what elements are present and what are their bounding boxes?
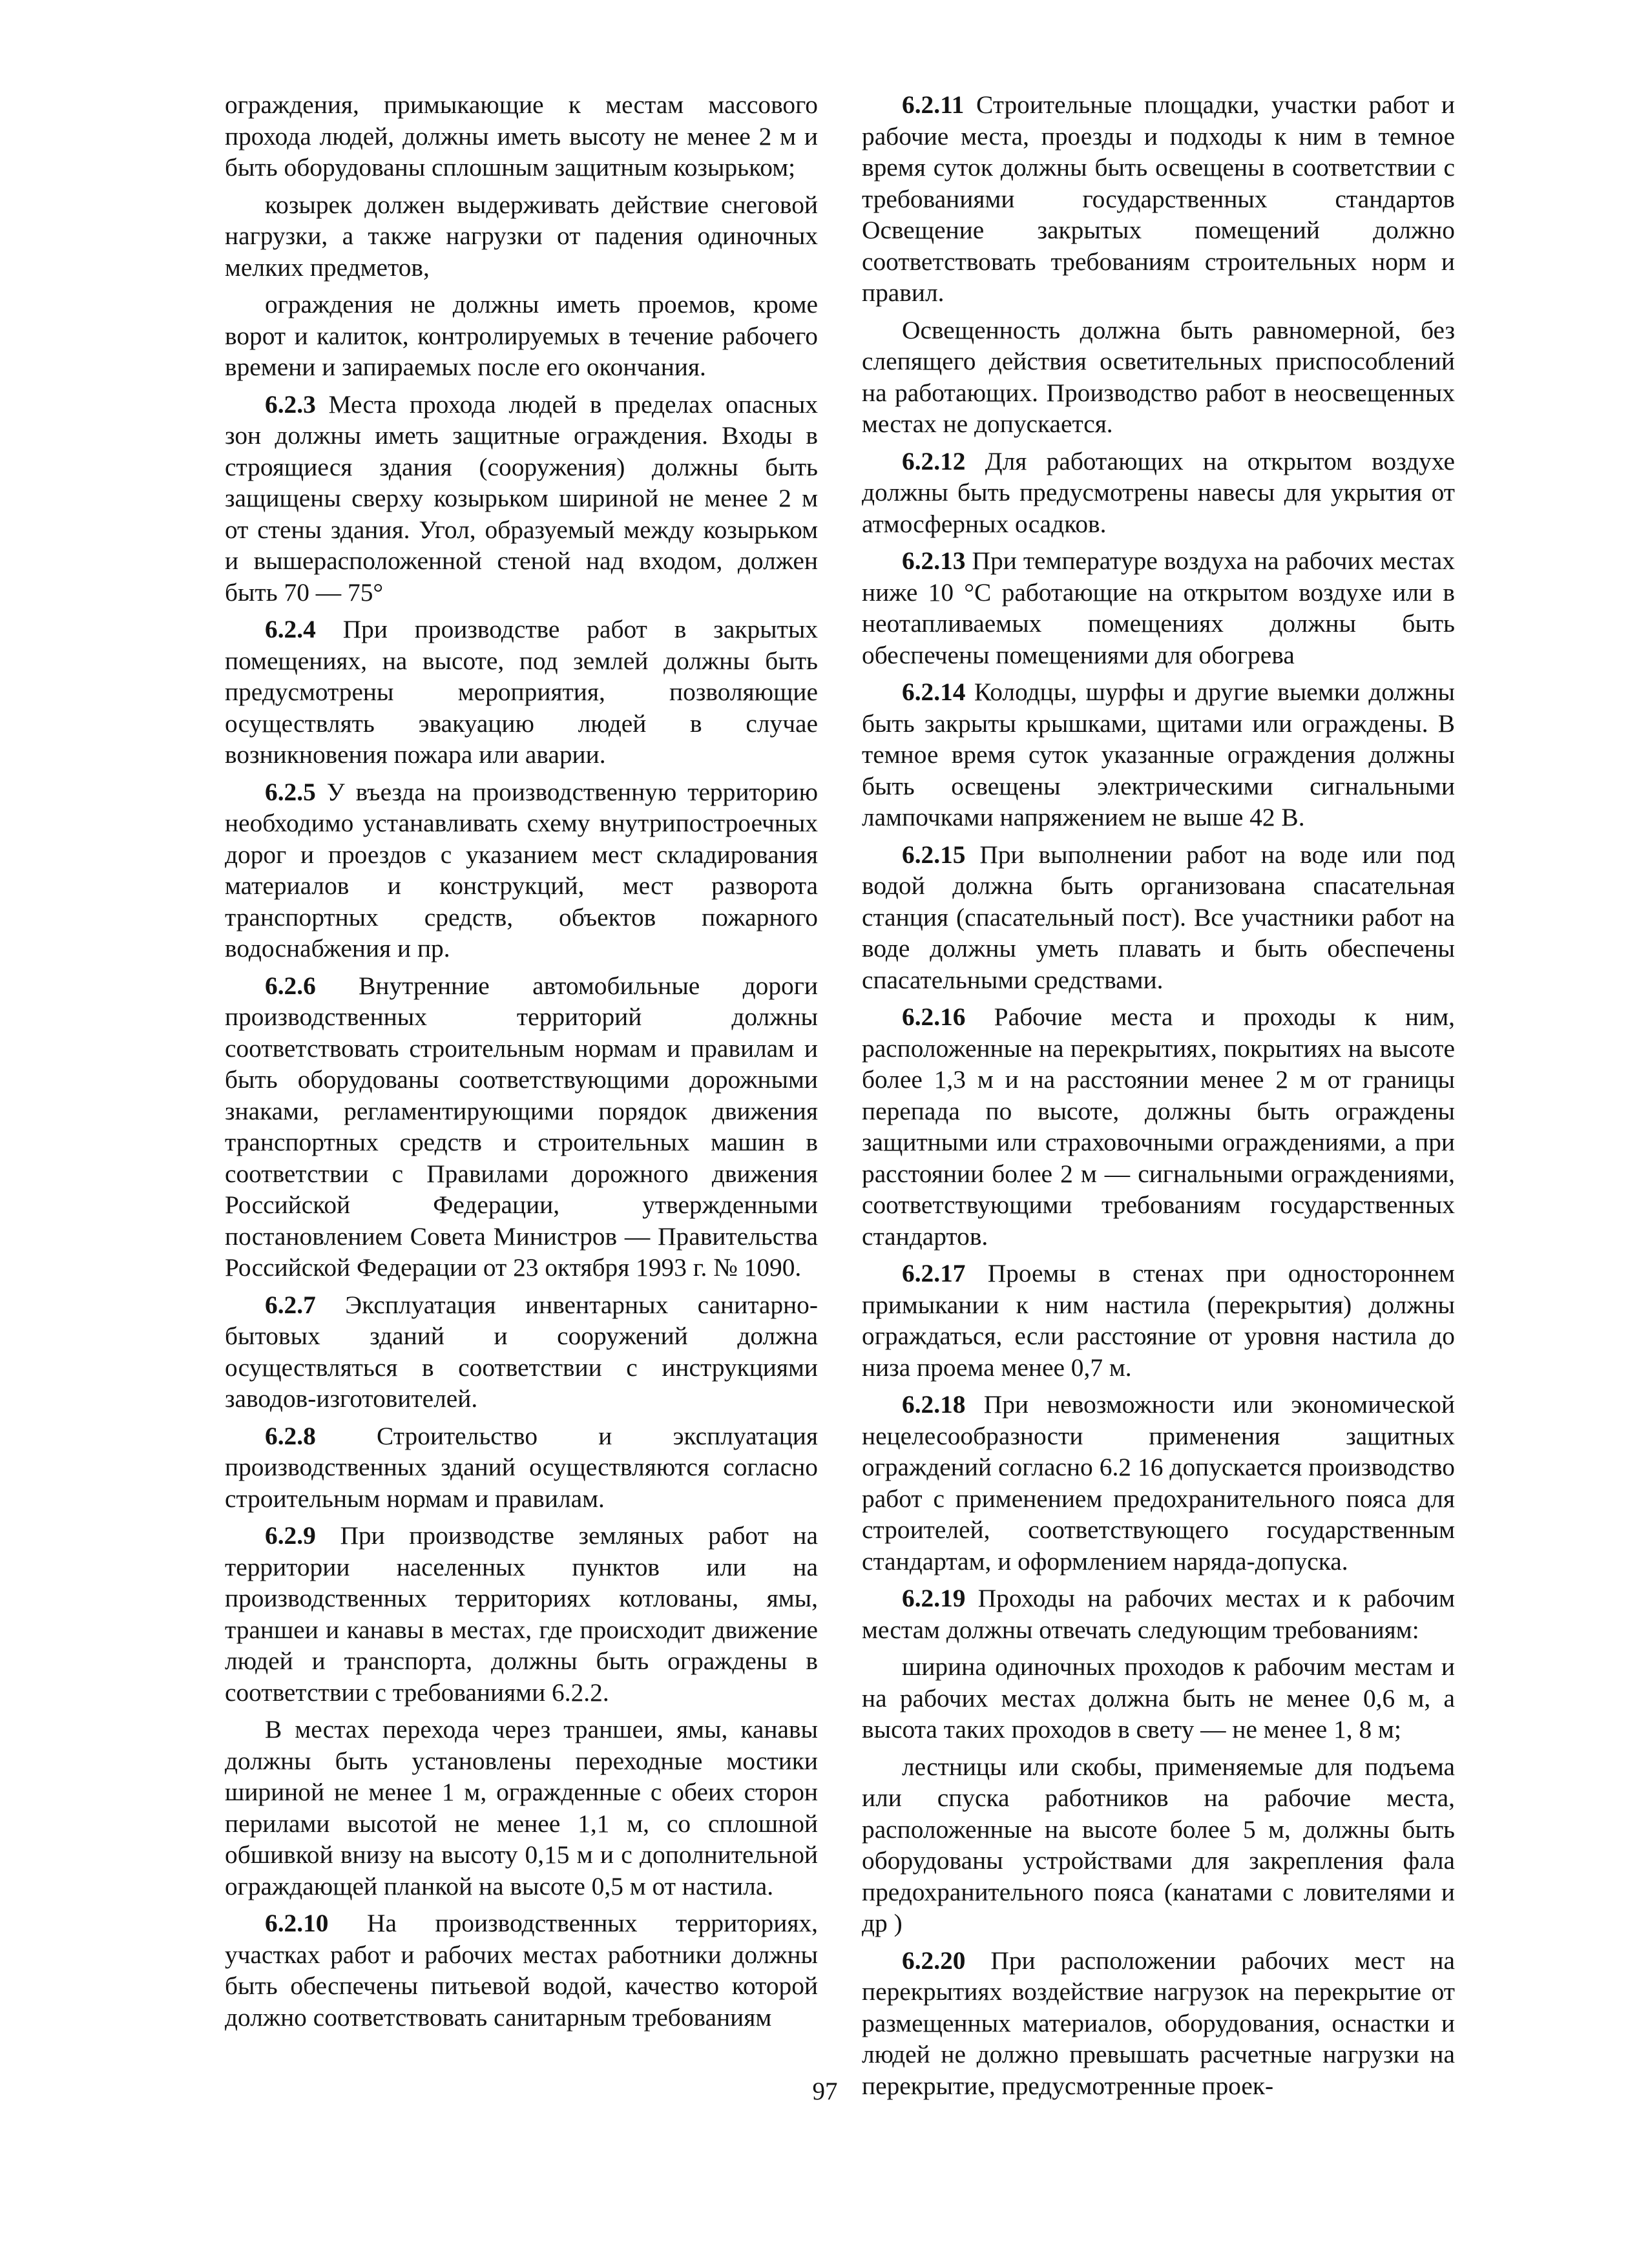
paragraph-text: При температуре воздуха на рабочих местах ниже 10 °С работающие на открытом воздухе или в неотапливаемых помещениях должны быть обеспечены помещениями для обогрева: [862, 546, 1455, 669]
paragraph: [225, 389, 818, 609]
right-text-column: [862, 89, 1455, 2107]
paragraph: [862, 1001, 1455, 1252]
paragraph-text: лестницы или скобы, применяемые для подъема или спуска работников на рабочие места, расположенные на высоте более 5 м, должны быть оборудованы устройствами для закрепления фала предохранительного пояса (канатами с ловителями и др ): [862, 1752, 1455, 1937]
clause-number: 6.2.18: [902, 1390, 966, 1419]
paragraph-text: В местах перехода через траншеи, ямы, канавы должны быть установлены переходные мостики шириной не менее 1 м, огражденные с обеих сторон перилами высотой не менее 1,1 м, со сплошной обшивкой внизу на высоту 0,15 м и с дополнительной ограждающей планкой на высоте 0,5 м от настила.: [225, 1715, 818, 1900]
paragraph: [225, 970, 818, 1284]
paragraph-text: При расположении рабочих мест на перекрытиях воздействие нагрузок на перекрытие от размещенных материалов, оборудования, оснастки и людей не должно превышать расчетные нагрузки на перекрытие, предусмотренные проек-: [862, 1946, 1455, 2100]
clause-number: 6.2.4: [265, 615, 316, 643]
clause-number: 6.2.19: [902, 1584, 966, 1612]
paragraph: [862, 89, 1455, 309]
clause-number: 6.2.17: [902, 1259, 966, 1287]
clause-number: 6.2.5: [265, 777, 316, 806]
paragraph-text: При выполнении работ на воде или под водой должна быть организована спасательная станция (спасательный пост). Все участники работ на воде должны уметь плавать и быть обеспечены спасательными средствами.: [862, 840, 1455, 994]
paragraph-text: ограждения не должны иметь проемов, кроме ворот и калиток, контролируемых в течение рабочего времени и запираемых после его окончания.: [225, 290, 818, 381]
paragraph-text: Для работающих на открытом воздухе должны быть предусмотрены навесы для укрытия от атмосферных осадков.: [862, 446, 1455, 538]
paragraph-text: Места прохода людей в пределах опасных зон должны иметь защитные ограждения. Входы в строящиеся здания (сооружения) должны быть защищены сверху козырьком шириной не менее 2 м от стены здания. Угол, образуемый между козырьком и вышерасположенной стеной над входом, должен быть 70 — 75°: [225, 390, 818, 607]
paragraph: [225, 189, 818, 284]
clause-number: 6.2.10: [265, 1909, 329, 1937]
paragraph-text: козырек должен выдерживать действие снеговой нагрузки, а также нагрузки от падения одиночных мелких предметов,: [225, 190, 818, 282]
paragraph: [862, 1258, 1455, 1383]
clause-number: 6.2.9: [265, 1521, 316, 1550]
clause-number: 6.2.14: [902, 678, 966, 706]
paragraph: [225, 1420, 818, 1515]
paragraph-text: Проемы в стенах при одностороннем примыкании к ним настила (перекрытия) должны ограждаться, если расстояние от уровня настила до низа проема менее 0,7 м.: [862, 1259, 1455, 1382]
paragraph: [225, 1714, 818, 1902]
clause-number: 6.2.20: [902, 1946, 966, 1975]
clause-number: 6.2.11: [902, 90, 965, 119]
paragraph: [225, 1908, 818, 2033]
paragraph-text: ограждения, примыкающие к местам массового прохода людей, должны иметь высоту не менее 2 м и быть оборудованы сплошным защитным козырьком;: [225, 90, 818, 182]
left-text-column: [225, 89, 818, 2039]
paragraph-text: У въезда на производственную территорию необходимо устанавливать схему внутрипостроечных дорог и проездов с указанием мест складирования материалов и конструкций, мест разворота транспортных средств, объектов пожарного водоснабжения и пр.: [225, 777, 818, 962]
clause-number: 6.2.16: [902, 1003, 966, 1031]
paragraph: [862, 1583, 1455, 1645]
paragraph-text: Рабочие места и проходы к ним, расположенные на перекрытиях, покрытиях на высоте более 1,3 м и на расстоянии менее 2 м от границы перепада по высоте, должны быть ограждены защитными или страховочными ограждениями, а при расстоянии более 2 м — сигнальными ограждениями, соответствующими требованиям государственных стандартов.: [862, 1003, 1455, 1251]
paragraph: [225, 614, 818, 771]
paragraph: [225, 1289, 818, 1415]
clause-number: 6.2.15: [902, 840, 966, 869]
paragraph: [225, 89, 818, 183]
paragraph: [862, 1651, 1455, 1745]
paragraph-text: Проходы на рабочих местах и к рабочим местам должны отвечать следующим требованиям:: [862, 1584, 1455, 1644]
paragraph: [862, 676, 1455, 833]
clause-number: 6.2.7: [265, 1290, 316, 1319]
paragraph-text: При производстве работ в закрытых помещениях, на высоте, под землей должны быть предусмотрены мероприятия, позволяющие осуществлять эвакуацию людей в случае возникновения пожара или аварии.: [225, 615, 818, 769]
paragraph-text: На производственных территориях, участках работ и рабочих местах работники должны быть обеспечены питьевой водой, качество которой должно соответствовать санитарным требованиям: [225, 1909, 818, 2032]
paragraph-text: При производстве земляных работ на территории населенных пунктов или на производственных территориях котлованы, ямы, траншеи и канавы в местах, где происходит движение людей и транспорта, должны быть ограждены в соответствии с требованиями 6.2.2.: [225, 1521, 818, 1707]
paragraph: [862, 839, 1455, 996]
paragraph-text: Внутренние автомобильные дороги производственных территорий должны соответствовать строительным нормам и правилам и быть оборудованы соответствующими дорожными знаками, регламентирующими порядок движения транспортных средств и строительных машин в соответствии с Правилами дорожного движения Российской Федерации, утвержденными постановлением Совета Министров — Правительства Российской Федерации от 23 октября 1993 г. № 1090.: [225, 971, 818, 1282]
paragraph: [862, 1751, 1455, 1939]
paragraph: [862, 545, 1455, 671]
page-number: 97: [812, 2077, 838, 2105]
clause-number: 6.2.12: [902, 446, 966, 475]
paragraph: [225, 776, 818, 964]
paragraph-text: ширина одиночных проходов к рабочим местам и на рабочих местах должна быть не менее 0,6 м, а высота таких проходов в свету — не менее 1, 8 м;: [862, 1652, 1455, 1743]
paragraph: [862, 315, 1455, 440]
clause-number: 6.2.3: [265, 390, 316, 419]
paragraph: [862, 446, 1455, 540]
paragraph-text: Колодцы, шурфы и другие выемки должны быть закрыты крышками, щитами или ограждены. В темное время суток указанные ограждения должны быть освещены электрическими сигнальными лампочками напряжением не выше 42 В.: [862, 678, 1455, 831]
paragraph: [862, 1389, 1455, 1577]
paragraph-text: Строительные площадки, участки работ и рабочие места, проезды и подходы к ним в темное время суток должны быть освещены в соответствии с требованиями государственных стандартов Освещение закрытых помещений должно соответствовать требованиям строительных норм и правил.: [862, 90, 1455, 307]
clause-number: 6.2.6: [265, 971, 316, 1000]
clause-number: 6.2.13: [902, 546, 966, 575]
paragraph: [225, 289, 818, 383]
paragraph-text: Освещенность должна быть равномерной, без слепящего действия осветительных приспособлений на работающих. Производство работ в неосвещенных местах не допускается.: [862, 315, 1455, 438]
clause-number: 6.2.8: [265, 1421, 316, 1450]
paragraph: [862, 1945, 1455, 2102]
paragraph-text: Эксплуатация инвентарных санитарно-бытовых зданий и сооружений должна осуществляться в соответствии с инструкциями заводов-изготовителей.: [225, 1290, 818, 1413]
paragraph: [225, 1520, 818, 1708]
paragraph-text: Строительство и эксплуатация производственных зданий осуществляются согласно строительным нормам и правилам.: [225, 1421, 818, 1513]
paragraph-text: При невозможности или экономической нецелесообразности применения защитных ограждений согласно 6.2 16 допускается производство работ с применением предохранительного пояса для строителей, соответствующего государственным стандартам, и оформлением наряда-допуска.: [862, 1390, 1455, 1576]
